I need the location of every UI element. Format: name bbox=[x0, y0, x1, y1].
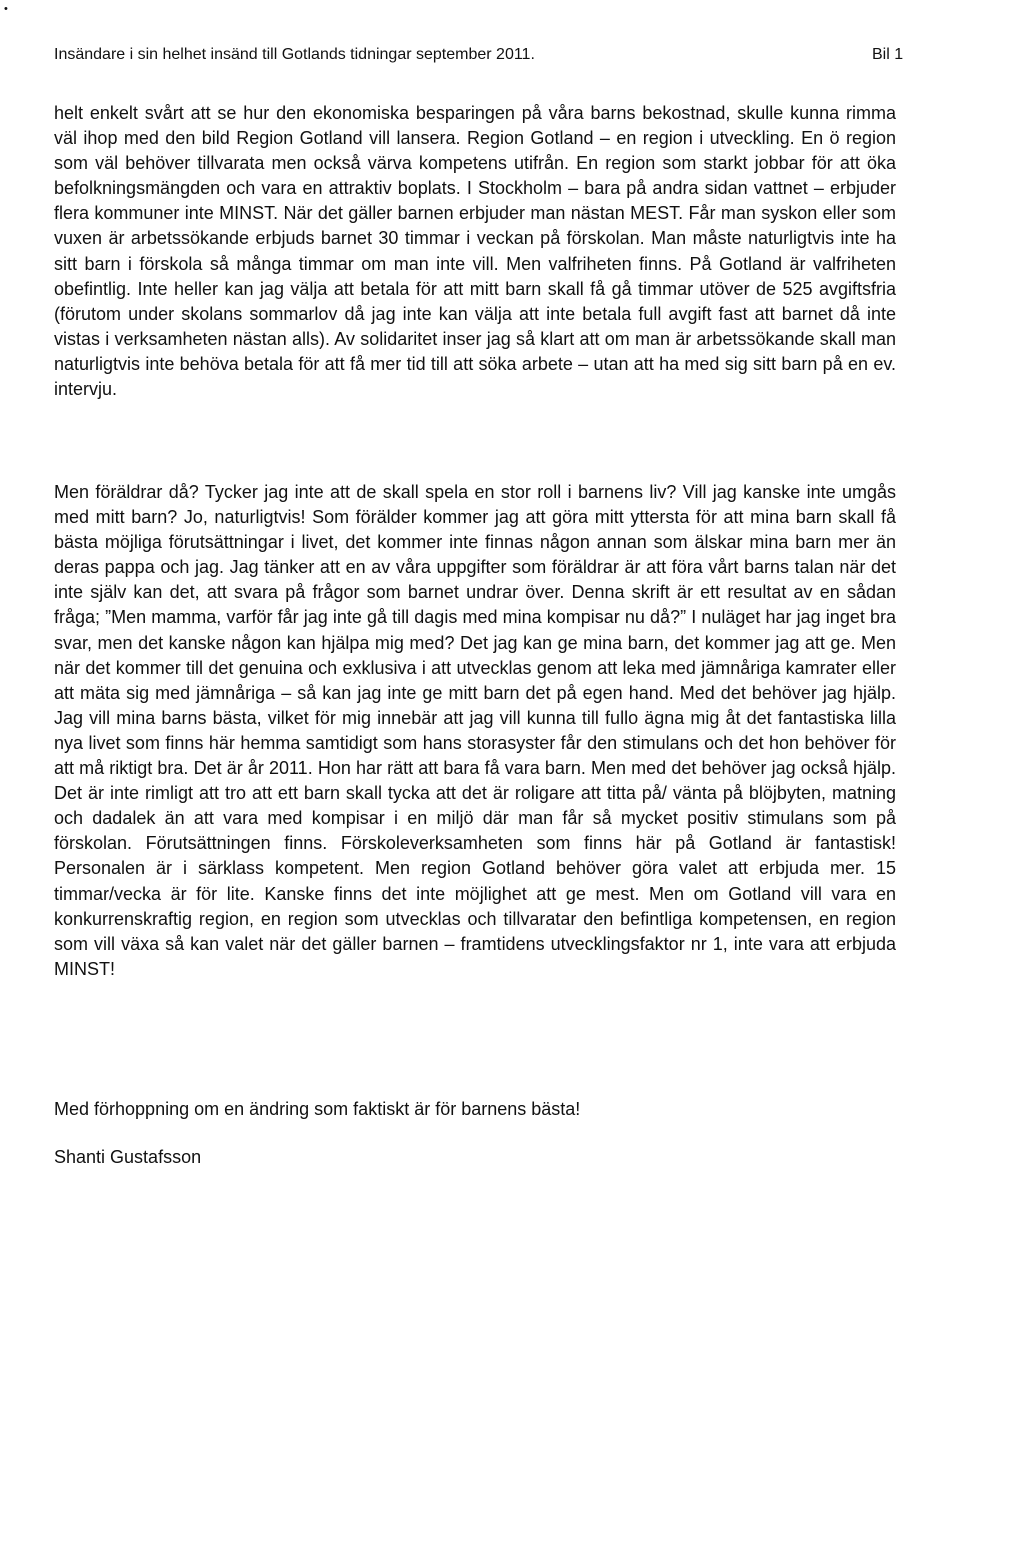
body-paragraph-2 bbox=[54, 480, 896, 982]
page-header-attachment-label: Bil 1 bbox=[872, 46, 904, 63]
paragraph-text: Med förhoppning om en ändring som faktiskt är för barnens bästa! bbox=[54, 1099, 581, 1119]
paragraph-text: Men föräldrar då? Tycker jag inte att de skall spela en stor roll i barnens liv? Vill jag kanske inte umgås med mitt barn? Jo, naturligtvis! Som förälder kommer jag att göra mitt yttersta för att mina barn skall få bästa möjliga förutsättningar i livet, det kommer inte finnas någon annan som älskar mina barn mer än deras pappa och jag. Jag tänker att en av våra uppgifter som föräldrar är att föra vårt barns talan när det inte själv kan det, att svara på frågor som barnet undrar över. Denna skrift är ett resultat av en sådan fråga; ”Men mamma, varför får jag inte gå till dagis med mina kompisar nu då?” I nuläget har jag inget bra svar, men det kanske någon kan hjälpa mig med? Det jag kan ge mina barn, det kommer jag att ge. Men när det kommer till det genuina och exklusiva i att utvecklas genom att leka med jämnåriga kamrater eller att mäta sig med jämnåriga – så kan jag inte ge mitt barn det på egen hand. Med det behöver jag hjälp. Jag vill mina barns bästa, vilket för mig innebär att jag vill kunna till fullo ägna mig åt det fantastiska lilla nya livet som finns här hemma samtidigt som hans storasyster får den stimulans och det hon behöver för att må riktigt bra. Det är år 2011. Hon har rätt att bara få vara barn. Men med det behöver jag också hjälp. Det är inte rimligt att tro att ett barn skall tycka att det är roligare att titta på/ vänta på blöjbyten, matning och dadalek än att vara med kompisar i en miljö där man får så mycket positiv stimulans som på förskolan. Förutsättningen finns. Förskoleverksamheten som finns här på Gotland är fantastisk! Personalen är i särklass kompetent. Men region Gotland behöver göra valet att erbjuda mer. 15 timmar/vecka är för lite. Kanske finns det inte möjlighet att ge mest. Men om Gotland vill vara en konkurrenskraftig region, en region som utvecklas och tillvaratar den befintliga kompetensen, en region som vill växa så kan valet när det gäller barnen – framtidens utvecklingsfaktor nr 1, inte vara att erbjuda MINST! bbox=[54, 482, 896, 979]
closing-line bbox=[54, 1097, 896, 1122]
paragraph-text: Shanti Gustafsson bbox=[54, 1147, 202, 1167]
body-paragraph-1 bbox=[54, 101, 896, 402]
paragraph-text: helt enkelt svårt att se hur den ekonomiska besparingen på våra barns bekostnad, skulle kunna rimma väl ihop med den bild Region Gotland vill lansera. Region Gotland – en region i utveckling. En ö region som väl behöver tillvarata men också värva kompetens utifrån. En region som starkt jobbar för att öka befolkningsmängden och vara en attraktiv boplats. I Stockholm – bara på andra sidan vattnet – erbjuder flera kommuner inte MINST. När det gäller barnen erbjuder man nästan MEST. Får man syskon eller som vuxen är arbetssökande erbjuds barnet 30 timmar i veckan på förskolan. Man måste naturligtvis inte ha sitt barn i förskola så många timmar om man inte vill. Men valfriheten finns. På Gotland är valfriheten obefintlig. Inte heller kan jag välja att betala för att mitt barn skall få gå timmar utöver de 525 avgiftsfria (förutom under skolans sommarlov då jag inte kan välja att inte betala full avgift fast att barnet då inte vistas i verksamheten nästan alls). Av solidaritet inser jag så klart att om man är arbetssökande skall man naturligtvis inte behöva betala för att få mer tid till att söka arbete – utan att ha med sig sitt barn på en ev. intervju. bbox=[54, 103, 896, 400]
page-header-title: Insändare i sin helhet insänd till Gotlands tidningar september 2011. bbox=[54, 46, 535, 63]
signature-name bbox=[54, 1145, 896, 1170]
corner-mark: • bbox=[4, 3, 8, 15]
